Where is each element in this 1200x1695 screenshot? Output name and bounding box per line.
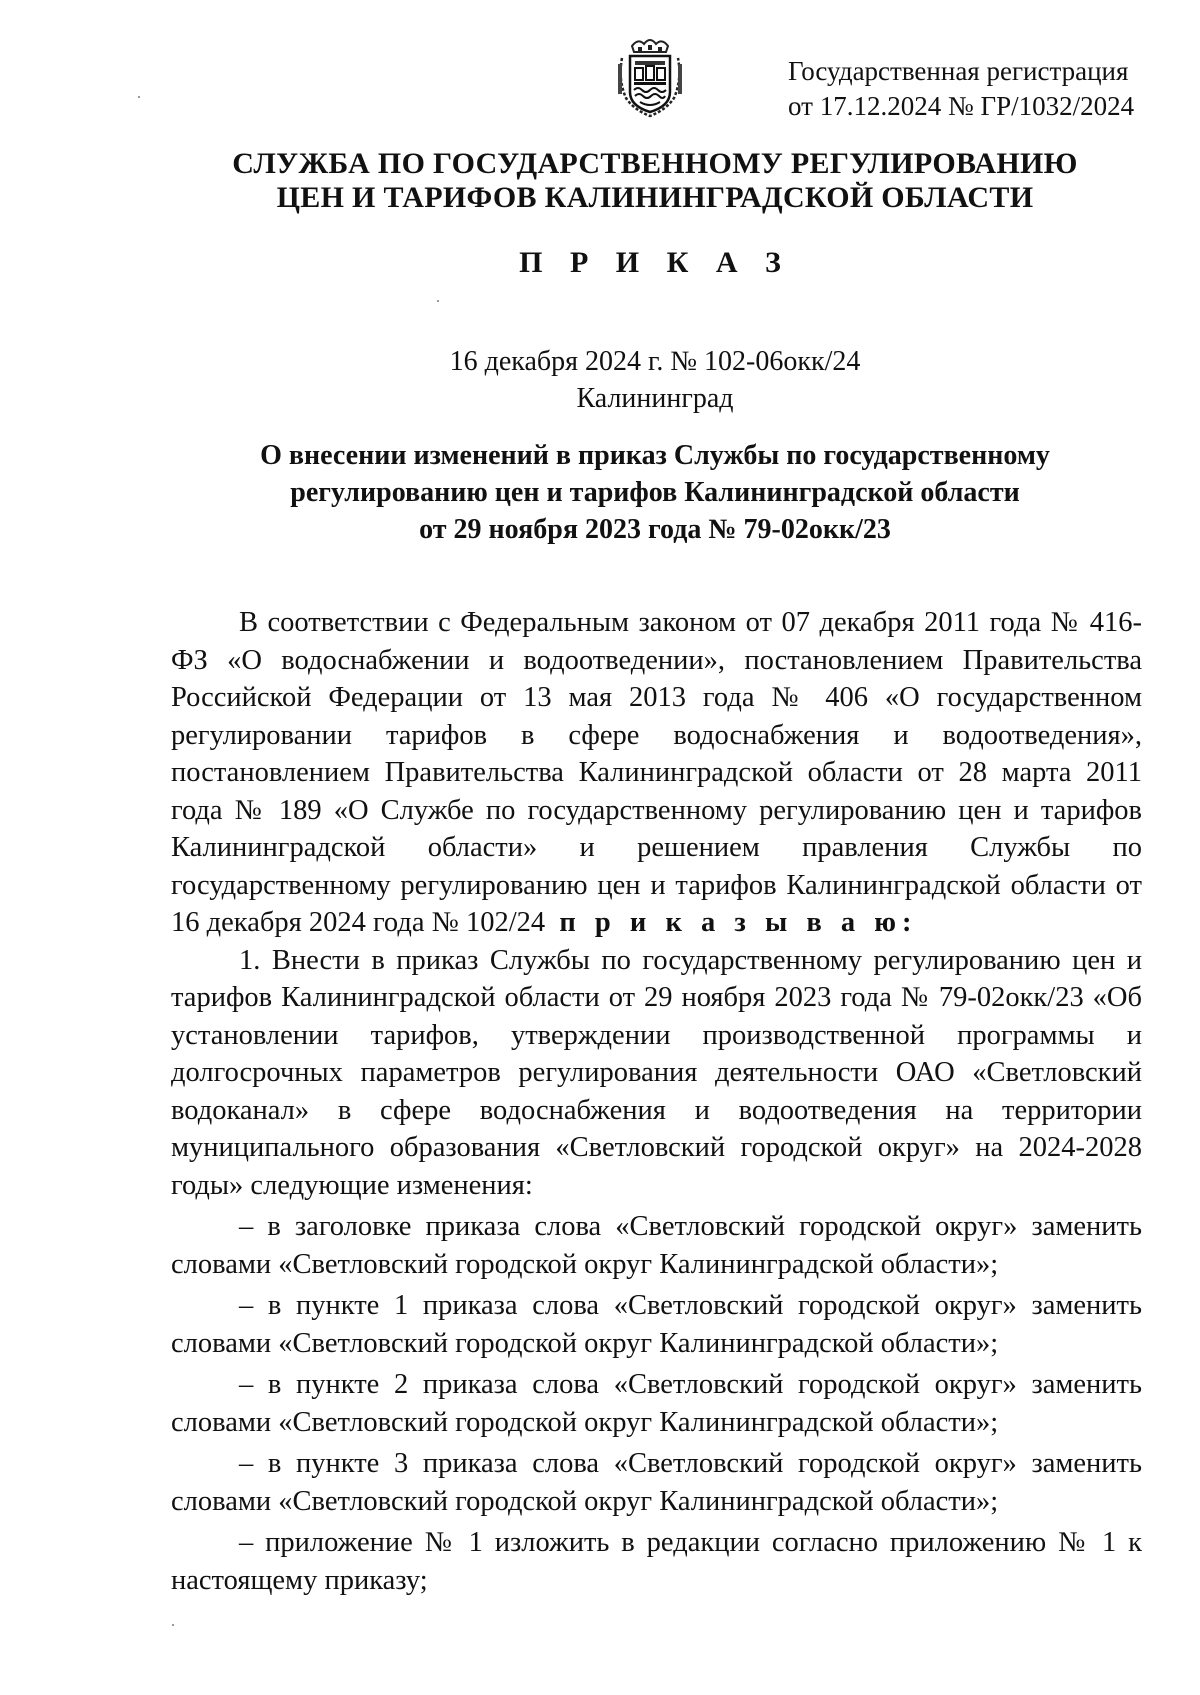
change-item: – приложение № 1 изложить в редакции согласно приложению № 1 к настоящему приказу; bbox=[171, 1527, 1142, 1596]
change-item: – в пункте 1 приказа слова «Светловский городской округ» заменить словами «Светловский городской округ Калининградской области»; bbox=[171, 1290, 1142, 1359]
order-date-number: 16 декабря 2024 г. № 102-06окк/24 bbox=[449, 346, 861, 377]
agency-name-line: СЛУЖБА ПО ГОСУДАРСТВЕННОМУ РЕГУЛИРОВАНИЮ bbox=[232, 147, 1078, 180]
change-item: – в пункте 2 приказа слова «Светловский городской округ» заменить словами «Светловский городской округ Калининградской области»; bbox=[171, 1369, 1142, 1438]
registration-stamp bbox=[788, 54, 1134, 124]
change-item: – в заголовке приказа слова «Светловский городской округ» заменить словами «Светловский городской округ Калининградской области»; bbox=[171, 1211, 1142, 1280]
order-city: Калининград bbox=[576, 383, 734, 414]
document-body bbox=[171, 604, 1142, 1599]
scan-speck bbox=[437, 300, 439, 302]
agency-name bbox=[0, 147, 1200, 215]
preamble-text: В соответствии с Федеральным законом от 07 декабря 2011 года № 416-ФЗ «О водоснабжении и водоотведении», постановлением Правительства Российской Федерации от 13 мая 2013 года № 406 «О государственном регулировании тарифов в сфере водоснабжения и водоотведения», постановлением Правительства Калининградской области от 28 марта 2011 года № 189 «О Службе по государственному регулированию цен и тарифов Калининградской области» и решением правления Службы по государственному регулированию цен и тарифов Калининградской области от 16 декабря 2024 года № 102/24 bbox=[171, 607, 1142, 938]
subject-line: О внесении изменений в приказ Службы по государственному bbox=[260, 440, 1050, 471]
scan-speck bbox=[172, 1624, 174, 1626]
agency-name-line: ЦЕН И ТАРИФОВ КАЛИНИНГРАДСКОЙ ОБЛАСТИ bbox=[276, 181, 1034, 214]
document-title: П Р И К А З bbox=[519, 246, 791, 279]
order-subject bbox=[0, 437, 1200, 548]
scan-speck bbox=[138, 96, 140, 98]
preamble-paragraph bbox=[171, 604, 1142, 942]
subject-line: от 29 ноября 2023 года № 79-02окк/23 bbox=[419, 514, 891, 545]
registration-label: Государственная регистрация bbox=[788, 56, 1129, 86]
order-details bbox=[0, 343, 1200, 417]
coat-of-arms-icon bbox=[616, 36, 684, 120]
subject-line: регулированию цен и тарифов Калининградской области bbox=[290, 477, 1020, 508]
change-item: – в пункте 3 приказа слова «Светловский городской округ» заменить словами «Светловский городской округ Калининградской области»; bbox=[171, 1448, 1142, 1517]
item-1-paragraph: 1. Внести в приказ Службы по государственному регулированию цен и тарифов Калининградской области от 29 ноября 2023 года № 79-02окк/23 «Об установлении тарифов, утверждении производственной программы и долгосрочных параметров регулирования деятельности ОАО «Светловский водоканал» в сфере водоснабжения и водоотведения на территории муниципального образования «Светловский городской округ» на 2024-2028 годы» следующие изменения: bbox=[171, 944, 1142, 1201]
order-verb: п р и к а з ы в а ю: bbox=[559, 907, 918, 938]
registration-number: от 17.12.2024 № ГР/1032/2024 bbox=[788, 91, 1135, 121]
